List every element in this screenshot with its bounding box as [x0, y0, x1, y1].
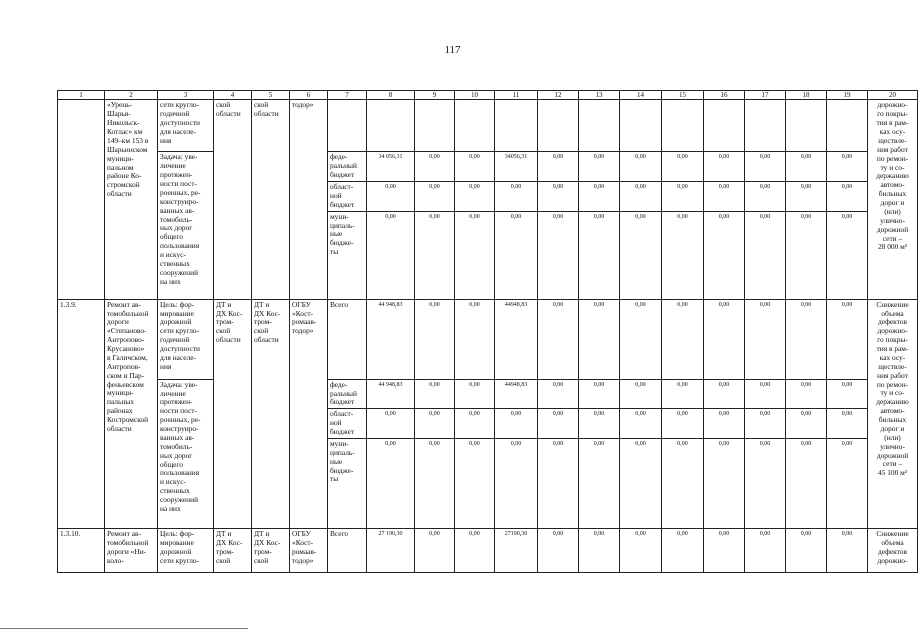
funding-value: [704, 100, 745, 152]
funding-source-label: феде- ральный бюджет: [328, 379, 367, 409]
funding-value: 0,00: [455, 379, 495, 409]
column-header-20: 20: [868, 91, 918, 100]
funding-value: 0,00: [415, 299, 455, 379]
funding-value: 0,00: [704, 438, 745, 528]
funding-value: 0,00: [745, 379, 786, 409]
co-executor: ДТ и ДХ Кос- тром- ской области: [252, 299, 290, 528]
funding-value: 0,00: [620, 528, 662, 572]
funding-value: 0,00: [662, 528, 704, 572]
contractor: ОГБУ «Кост- ромаав- тодор»: [290, 528, 328, 572]
funding-value: 0,00: [704, 211, 745, 299]
funding-value: 0,00: [415, 438, 455, 528]
funding-value: 0,00: [579, 528, 620, 572]
goal-cell: Цель: фор- мирование дорожной сети кругло- годичной доступности для населе- ния: [158, 299, 214, 379]
funding-value: [538, 100, 579, 152]
page-number: 117: [444, 44, 461, 56]
expected-result: дорожно- го покры- тия в рам- ках осу- ществле- ния работ по ремон- ту и со- держанию автомо- бильных дорог и (или) улично- дорожной сети – 28 000 м²: [868, 100, 918, 299]
funding-value: 0,00: [786, 211, 827, 299]
task-cell: Задача: уве- личение протяжен- ности пост- роенных, ре- конструиро- ванных ав- томобиль- ных дорог общего пользования и искус- ственных сооружений на них: [158, 152, 214, 299]
column-header-3: 3: [158, 91, 214, 100]
funding-value: 0,00: [538, 438, 579, 528]
funding-value: 0,00: [704, 152, 745, 182]
object-name: Ремонт ав- томобильной дороги «Степаново- Антропово- Крусаново» в Галичском, Антропов- ском и Пар- феньевском муници- пальных районах Костромской области: [105, 299, 158, 528]
funding-value: 34 056,31: [367, 152, 415, 182]
contractor: ОГБУ «Кост- ромаав- тодор»: [290, 299, 328, 528]
funding-source-label: муни- ципаль- ные бюдже- ты: [328, 211, 367, 299]
funding-value: 0,00: [662, 409, 704, 439]
funding-value: 0,00: [538, 299, 579, 379]
funding-value: 0,00: [455, 528, 495, 572]
funding-value: 0,00: [704, 528, 745, 572]
table-row: [58, 100, 918, 152]
funding-source-label: муни- ципаль- ные бюдже- ты: [328, 438, 367, 528]
funding-value: 0,00: [415, 152, 455, 182]
responsible-executor: ДТ и ДХ Кос- тром- ской области: [214, 299, 252, 528]
column-header-2: 2: [105, 91, 158, 100]
funding-value: 44948,83: [495, 299, 538, 379]
funding-value: [827, 100, 868, 152]
expected-result: Снижение объема дефектов дорожно- го покры- тия в рам- ках осу- ществле- ния работ по ремон- ту и со- держанию автомо- бильных дорог и (или) улично- дорожной сети – 45 100 м²: [868, 299, 918, 528]
table-row: [58, 528, 918, 572]
column-header-18: 18: [786, 91, 827, 100]
funding-value: [415, 100, 455, 152]
funding-value: 0,00: [786, 152, 827, 182]
contractor: тодор»: [290, 100, 328, 299]
column-header-11: 11: [495, 91, 538, 100]
funding-value: 0,00: [495, 182, 538, 212]
funding-value: 0,00: [538, 409, 579, 439]
funding-value: 0,00: [786, 379, 827, 409]
funding-value: 0,00: [786, 299, 827, 379]
funding-value: 0,00: [415, 182, 455, 212]
funding-value: 0,00: [745, 211, 786, 299]
column-header-14: 14: [620, 91, 662, 100]
funding-value: 0,00: [704, 379, 745, 409]
footer-rule: [0, 628, 248, 629]
responsible-executor: ДТ и ДХ Кос- тром- ской: [214, 528, 252, 572]
funding-source-label: област- ной бюджет: [328, 182, 367, 212]
item-number: 1.3.10.: [58, 528, 105, 572]
funding-source-label: област- ной бюджет: [328, 409, 367, 439]
funding-value: 0,00: [367, 438, 415, 528]
column-header-15: 15: [662, 91, 704, 100]
column-header-19: 19: [827, 91, 868, 100]
funding-value: 44 948,83: [367, 299, 415, 379]
funding-value: 0,00: [579, 409, 620, 439]
funding-value: 0,00: [579, 211, 620, 299]
column-header-5: 5: [252, 91, 290, 100]
funding-value: 0,00: [745, 182, 786, 212]
funding-value: 0,00: [538, 182, 579, 212]
funding-value: 34056,31: [495, 152, 538, 182]
goal-cell: Цель: фор- мирование дорожной сети кругло-: [158, 528, 214, 572]
funding-value: 0,00: [662, 299, 704, 379]
column-header-13: 13: [579, 91, 620, 100]
funding-value: 0,00: [579, 438, 620, 528]
funding-value: 0,00: [620, 409, 662, 439]
object-name: «Урень- Шарья- Никольск- Котлас» км 149–км 153 в Шарьинском муници- пальном районе Ко- стромской области: [105, 100, 158, 299]
column-header-8: 8: [367, 91, 415, 100]
funding-value: 0,00: [662, 379, 704, 409]
funding-value: 0,00: [662, 152, 704, 182]
column-header-16: 16: [704, 91, 745, 100]
table-row: [58, 379, 918, 409]
funding-value: 0,00: [827, 409, 868, 439]
object-name: Ремонт ав- томобильной дороги «Ни- коло-: [105, 528, 158, 572]
funding-value: 0,00: [455, 182, 495, 212]
funding-value: 0,00: [827, 152, 868, 182]
responsible-executor: ской области: [214, 100, 252, 299]
funding-value: 0,00: [786, 182, 827, 212]
funding-value: 0,00: [538, 379, 579, 409]
funding-value: 0,00: [455, 211, 495, 299]
funding-value: 0,00: [662, 182, 704, 212]
funding-value: 0,00: [367, 182, 415, 212]
co-executor: ской области: [252, 100, 290, 299]
funding-value: 44948,83: [495, 379, 538, 409]
table-row: [58, 152, 918, 182]
funding-value: 0,00: [620, 182, 662, 212]
funding-value: 0,00: [745, 299, 786, 379]
funding-value: 0,00: [745, 409, 786, 439]
funding-value: 0,00: [620, 152, 662, 182]
funding-value: [662, 100, 704, 152]
funding-value: 0,00: [745, 438, 786, 528]
funding-value: 0,00: [455, 438, 495, 528]
funding-value: [579, 100, 620, 152]
funding-value: 0,00: [704, 182, 745, 212]
funding-value: 0,00: [495, 438, 538, 528]
funding-source-label: Всего: [328, 299, 367, 379]
funding-value: 0,00: [579, 299, 620, 379]
item-number: 1.3.9.: [58, 299, 105, 528]
column-header-9: 9: [415, 91, 455, 100]
program-table: [57, 90, 918, 573]
funding-value: 0,00: [827, 182, 868, 212]
goal-cell: сети кругло- годичной доступности для населе- ния: [158, 100, 214, 152]
funding-value: 27190,30: [495, 528, 538, 572]
table-row: [58, 299, 918, 379]
funding-value: 0,00: [579, 182, 620, 212]
funding-value: 0,00: [620, 299, 662, 379]
funding-value: 0,00: [786, 438, 827, 528]
funding-value: 0,00: [367, 211, 415, 299]
funding-value: [620, 100, 662, 152]
funding-source-label: [328, 100, 367, 152]
funding-value: 27 190,30: [367, 528, 415, 572]
column-header-10: 10: [455, 91, 495, 100]
funding-value: 0,00: [745, 528, 786, 572]
column-header-1: 1: [58, 91, 105, 100]
funding-value: 0,00: [579, 152, 620, 182]
funding-value: 0,00: [786, 528, 827, 572]
column-header-4: 4: [214, 91, 252, 100]
funding-source-label: Всего: [328, 528, 367, 572]
column-header-6: 6: [290, 91, 328, 100]
funding-value: 0,00: [662, 438, 704, 528]
funding-value: 0,00: [579, 379, 620, 409]
funding-value: 0,00: [827, 438, 868, 528]
funding-value: 0,00: [620, 379, 662, 409]
funding-value: 0,00: [827, 299, 868, 379]
funding-value: 0,00: [827, 379, 868, 409]
column-header-17: 17: [745, 91, 786, 100]
funding-value: 0,00: [415, 379, 455, 409]
funding-value: 0,00: [415, 211, 455, 299]
funding-value: 0,00: [538, 152, 579, 182]
task-cell: Задача: уве- личение протяжен- ности пост- роенных, ре- конструиро- ванных ав- томобиль- ных дорог общего пользования и искус- ственных сооружений на них: [158, 379, 214, 528]
funding-value: 0,00: [538, 211, 579, 299]
funding-value: 0,00: [538, 528, 579, 572]
funding-value: 0,00: [415, 409, 455, 439]
column-header-12: 12: [538, 91, 579, 100]
header-row: [58, 91, 918, 100]
funding-value: [786, 100, 827, 152]
funding-value: 0,00: [745, 152, 786, 182]
co-executor: ДТ и ДХ Кос- тром- ской: [252, 528, 290, 572]
funding-value: 0,00: [827, 528, 868, 572]
funding-value: [455, 100, 495, 152]
funding-value: 0,00: [455, 152, 495, 182]
funding-value: 44 948,83: [367, 379, 415, 409]
funding-value: 0,00: [620, 211, 662, 299]
funding-value: 0,00: [455, 299, 495, 379]
funding-value: 0,00: [704, 409, 745, 439]
item-number: [58, 100, 105, 299]
column-header-7: 7: [328, 91, 367, 100]
funding-value: [495, 100, 538, 152]
funding-value: 0,00: [827, 211, 868, 299]
funding-value: 0,00: [495, 409, 538, 439]
funding-value: 0,00: [662, 211, 704, 299]
funding-value: 0,00: [455, 409, 495, 439]
funding-value: 0,00: [786, 409, 827, 439]
funding-value: [745, 100, 786, 152]
funding-value: [367, 100, 415, 152]
funding-source-label: феде- ральный бюджет: [328, 152, 367, 182]
funding-value: 0,00: [367, 409, 415, 439]
funding-value: 0,00: [495, 211, 538, 299]
funding-value: 0,00: [415, 528, 455, 572]
funding-value: 0,00: [704, 299, 745, 379]
funding-value: 0,00: [620, 438, 662, 528]
expected-result: Снижение объема дефектов дорожно-: [868, 528, 918, 572]
